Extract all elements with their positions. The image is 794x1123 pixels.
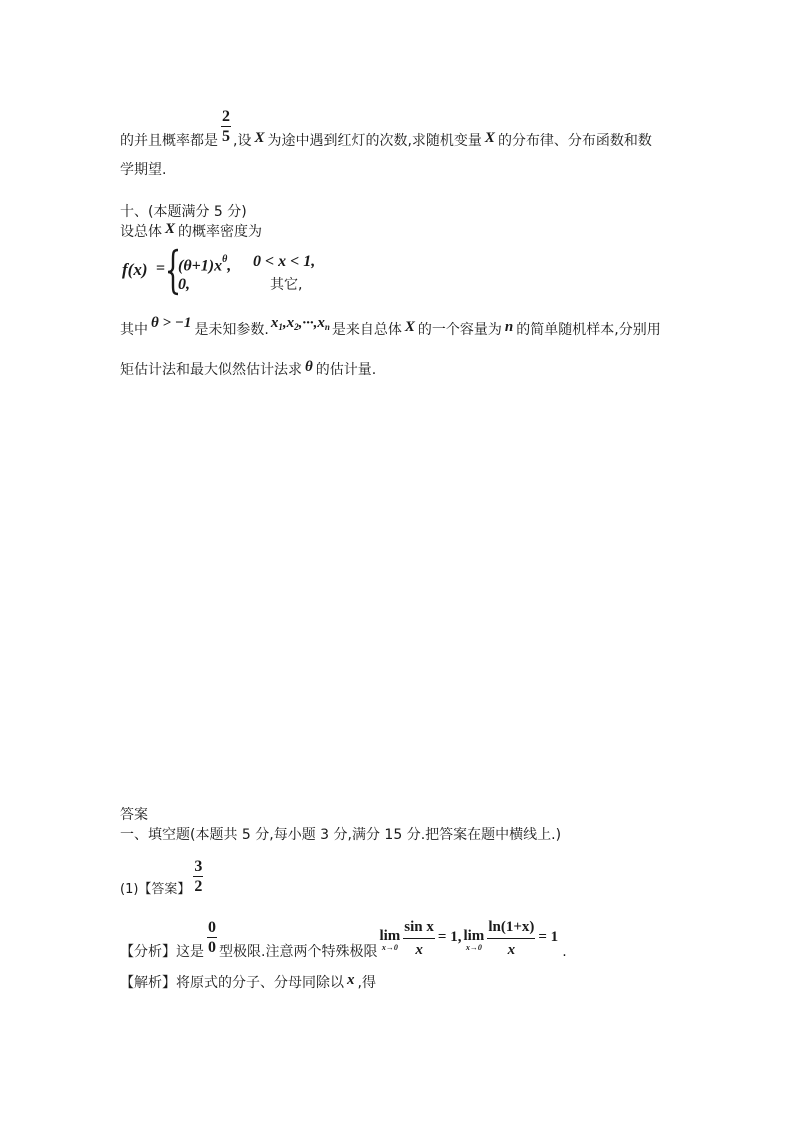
sample-variables: [271, 314, 330, 333]
task-text-b: 的估计量.: [315, 362, 377, 378]
fraction-denominator: x: [415, 942, 423, 958]
fraction-denominator: 2: [194, 878, 203, 895]
params-text-e: 的简单随机样本,分别用: [516, 322, 661, 338]
case1-comma: ,: [227, 257, 232, 275]
solution-text-a: 将原式的分子、分母同除以: [176, 975, 344, 991]
fraction-denominator: x: [507, 942, 516, 958]
lim-symbol: lim: [379, 928, 401, 944]
fraction-numerator: 2: [222, 108, 230, 125]
solution-label: 【解析】: [120, 975, 176, 991]
analysis-text-b: 型极限.注意两个特殊极限: [219, 944, 378, 960]
variable-theta: θ: [305, 359, 313, 375]
sample-subscript: 1: [278, 322, 283, 332]
answers-title: 答案: [120, 807, 148, 823]
q10-intro-text-a: 设总体: [120, 224, 162, 240]
density-function: [120, 248, 340, 298]
variable-x: X: [484, 130, 495, 146]
q9-line2: 学期望.: [120, 162, 167, 178]
analysis-end-period: .: [562, 944, 567, 960]
q9-text-a: 的并且概率都是: [120, 133, 218, 149]
probability-fraction: [221, 107, 231, 146]
params-text-d: 的一个容量为: [417, 322, 502, 338]
case1-exponent: θ: [222, 254, 228, 265]
q10-heading: 十、(本题满分 5 分): [120, 204, 247, 220]
variable-x: X: [165, 221, 176, 237]
variable-x: X: [404, 319, 415, 335]
fraction-numerator: ln(1+x): [487, 916, 535, 939]
indeterminate-form-fraction: [207, 918, 217, 957]
fraction-numerator: 3: [194, 858, 203, 875]
case1-condition: 0 < x < 1,: [253, 253, 316, 270]
analysis-line: [120, 919, 567, 961]
analysis-text-a: 这是: [176, 944, 204, 960]
density-lhs: f(x): [122, 260, 148, 279]
sample-x: x: [317, 315, 325, 331]
sample-dots: ···: [302, 315, 314, 331]
limit2-fraction: [487, 916, 535, 962]
answers-section1-heading: 一、填空题(本题共 5 分,每小题 3 分,满分 15 分.把答案在题中横线上.): [120, 827, 562, 843]
solution-text-b: ,得: [357, 975, 376, 991]
fraction-numerator: 0: [208, 919, 216, 936]
fraction-denominator: 0: [208, 939, 216, 956]
q10-params-line: [120, 315, 661, 339]
lim-subscript: x→0: [465, 943, 482, 952]
sample-comma: ,: [282, 315, 287, 331]
answer1-fraction: [193, 857, 203, 896]
variable-x: x: [347, 972, 355, 988]
q9-line1: [120, 108, 652, 150]
sample-x: x: [270, 315, 279, 331]
q10-intro: [120, 223, 262, 241]
variable-n: n: [504, 319, 514, 335]
limit1-operator: [379, 930, 400, 953]
q9-text-b: ,设: [233, 133, 252, 149]
q9-text-c: 为途中遇到红灯的次数,求随机变量: [267, 133, 482, 149]
sample-subscript: 2: [294, 322, 299, 332]
lim-symbol: lim: [463, 928, 485, 944]
q9-text-d: 的分布律、分布函数和数: [497, 133, 652, 149]
case2-condition: 其它,: [270, 277, 303, 293]
case2-expression: 0,: [178, 276, 190, 293]
task-text-a: 矩估计法和最大似然估计法求: [120, 362, 302, 378]
analysis-label: 【分析】: [120, 944, 176, 960]
case1-expression: [178, 253, 231, 275]
limit1-fraction: [403, 916, 435, 962]
answer1-label: (1)【答案】: [120, 882, 191, 897]
fraction-denominator: 5: [222, 128, 230, 145]
q10-intro-text-b: 的概率密度为: [178, 224, 263, 240]
params-text-b: 是未知参数.: [194, 322, 269, 338]
sample-comma: ,: [313, 315, 318, 331]
sample-subscript: n: [324, 322, 330, 332]
sample-comma: ,: [298, 315, 303, 331]
case1-base: (θ+1)x: [178, 257, 223, 275]
solution-line: [120, 974, 376, 992]
lim-subscript: x→0: [381, 943, 398, 952]
fraction-numerator: sin x: [403, 916, 435, 939]
answer1-line: [120, 858, 205, 898]
limit2-rhs: = 1: [538, 929, 559, 945]
limit1-rhs: = 1,: [437, 929, 462, 945]
equals-sign: =: [156, 260, 166, 277]
theta-condition: θ > −1: [151, 315, 192, 331]
limit2-operator: [463, 930, 484, 953]
params-text-c: 是来自总体: [331, 322, 402, 338]
sample-x: x: [286, 315, 295, 331]
variable-x: X: [254, 130, 265, 146]
params-text-a: 其中: [120, 322, 148, 338]
q10-task-line: [120, 361, 376, 379]
